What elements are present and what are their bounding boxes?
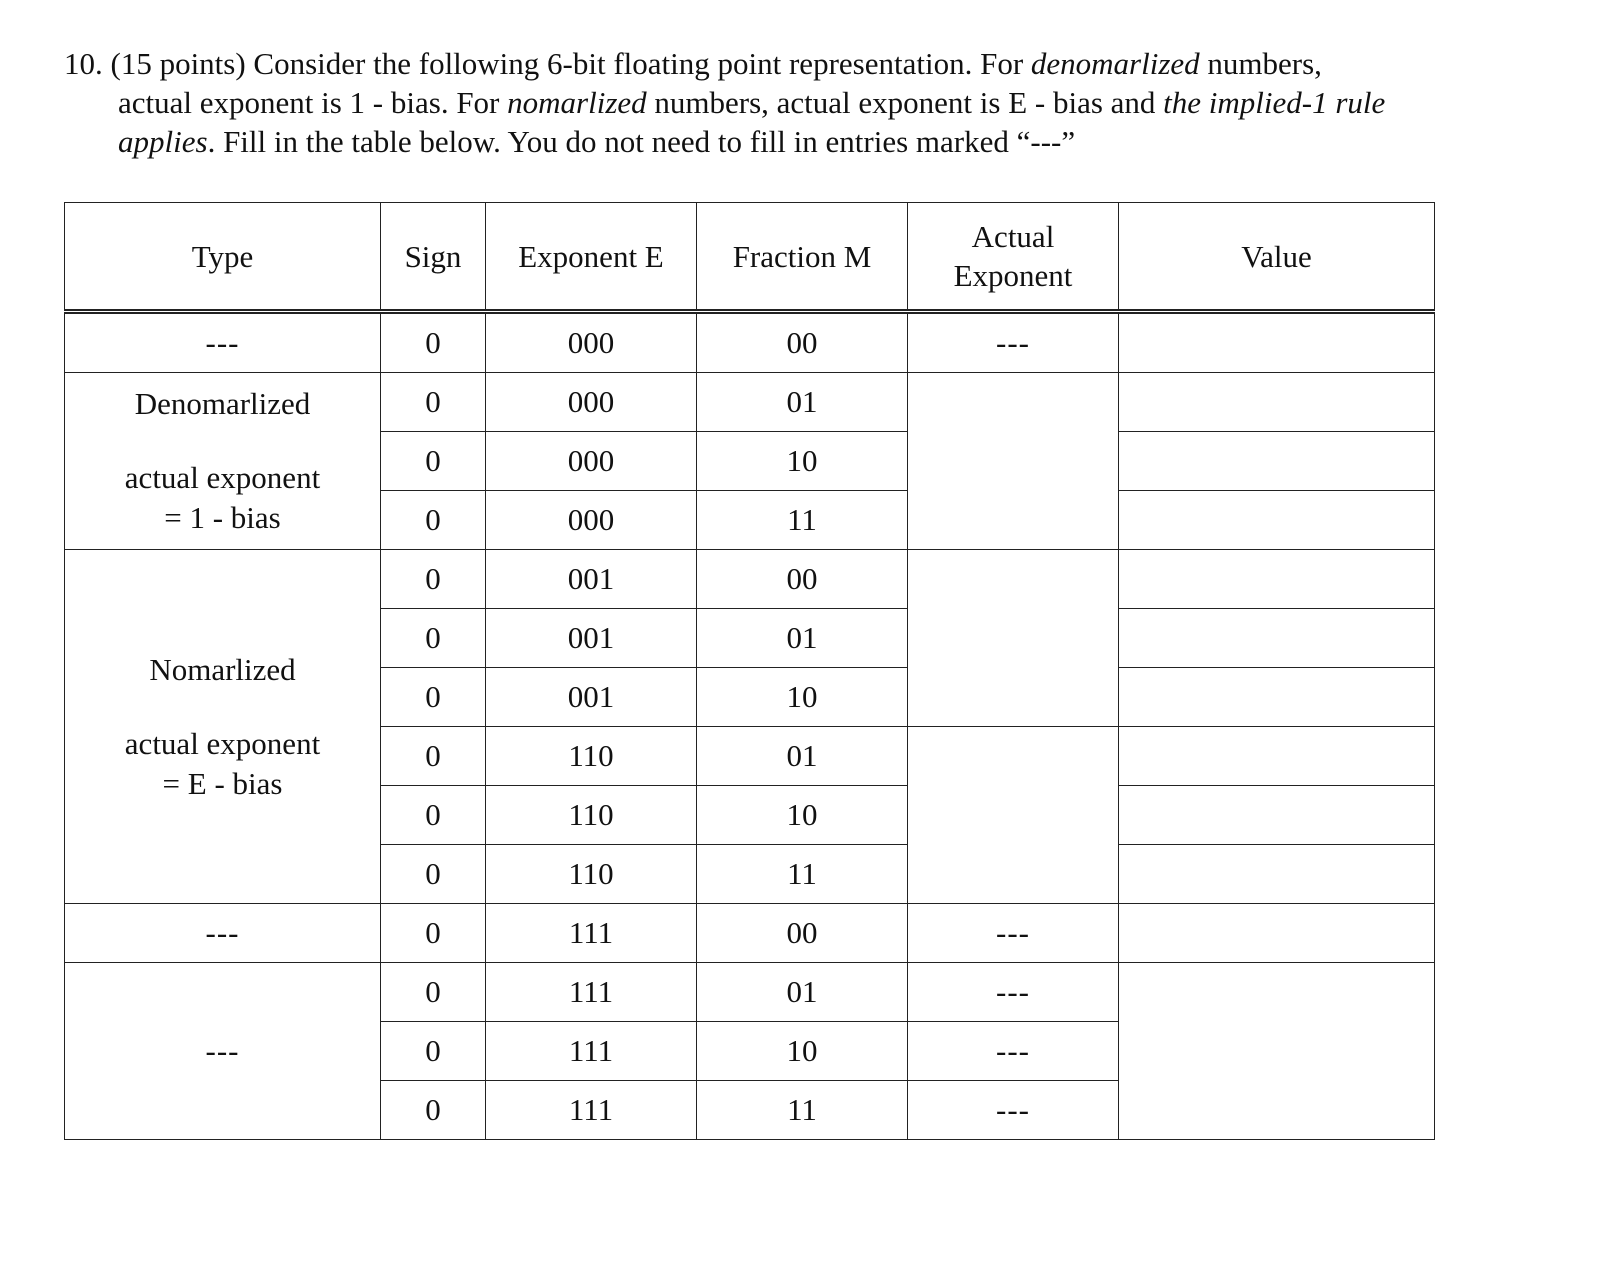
table-row [65, 550, 1435, 609]
fraction-cell: 00 [697, 904, 908, 963]
sign-cell: 0 [381, 550, 486, 609]
fraction-cell: 11 [697, 1081, 908, 1140]
question-text-part: numbers, actual exponent is E - bias and [646, 85, 1164, 120]
type-nan: --- [65, 963, 381, 1140]
question-line-3 [64, 122, 1564, 161]
actual-exponent-cell: --- [908, 963, 1119, 1022]
actual-exponent-cell: --- [908, 1081, 1119, 1140]
type-normalized-rule-2: = E - bias [162, 765, 283, 801]
question-text-part: actual exponent is 1 - bias. For [118, 85, 508, 120]
sign-cell: 0 [381, 963, 486, 1022]
fraction-cell: 01 [697, 609, 908, 668]
floating-point-table [64, 202, 1435, 1140]
value-cell[interactable] [1119, 845, 1435, 904]
type-denormalized-rule-1: actual exponent [124, 460, 321, 495]
type-denormalized-rule-2: = 1 - bias [164, 500, 281, 535]
fraction-cell: 10 [697, 1022, 908, 1081]
exponent-cell: 111 [486, 904, 697, 963]
exponent-cell: 111 [486, 963, 697, 1022]
fraction-cell: 10 [697, 432, 908, 491]
value-cell[interactable] [1119, 312, 1435, 373]
question-emphasis: nomarlized [507, 85, 647, 120]
exponent-cell: 000 [486, 491, 697, 550]
type-normalized-name: Nomarlized [149, 651, 296, 687]
sign-cell: 0 [381, 904, 486, 963]
actual-exponent-cell[interactable] [908, 727, 1119, 904]
exponent-cell: 001 [486, 668, 697, 727]
value-cell[interactable] [1119, 786, 1435, 845]
value-cell[interactable] [1119, 373, 1435, 432]
value-cell[interactable] [1119, 550, 1435, 609]
question-text-part: . Fill in the table below. You do not need to fill in entries marked “---” [207, 124, 1076, 159]
value-cell[interactable] [1119, 609, 1435, 668]
question-number: 10. [64, 46, 103, 81]
actual-exponent-cell[interactable] [908, 373, 1119, 550]
question-emphasis: denomarlized [1030, 46, 1200, 81]
value-cell[interactable] [1119, 432, 1435, 491]
question-text-part: (15 points) Consider the following 6-bit floating point representation. For [102, 46, 1031, 81]
question-text-part: numbers, [1199, 46, 1322, 81]
sign-cell: 0 [381, 1022, 486, 1081]
table-row [65, 312, 1435, 373]
header-actual-line-2: Exponent [953, 258, 1073, 293]
exponent-cell: 111 [486, 1081, 697, 1140]
type-infinity: --- [65, 904, 381, 963]
fraction-cell: 00 [697, 550, 908, 609]
header-value: Value [1119, 203, 1435, 312]
sign-cell: 0 [381, 491, 486, 550]
exponent-cell: 000 [486, 432, 697, 491]
fraction-cell: 11 [697, 845, 908, 904]
table-row [65, 904, 1435, 963]
type-denormalized [65, 373, 381, 550]
actual-exponent-cell: --- [908, 904, 1119, 963]
actual-exponent-cell[interactable] [908, 550, 1119, 727]
exponent-cell: 111 [486, 1022, 697, 1081]
fraction-cell: 10 [697, 668, 908, 727]
fraction-cell: 01 [697, 963, 908, 1022]
exponent-cell: 000 [486, 312, 697, 373]
table-row [65, 963, 1435, 1022]
type-normalized-rule-1: actual exponent [124, 725, 321, 761]
header-sign: Sign [381, 203, 486, 312]
sign-cell: 0 [381, 609, 486, 668]
exponent-cell: 000 [486, 373, 697, 432]
exponent-cell: 110 [486, 727, 697, 786]
exponent-cell: 001 [486, 609, 697, 668]
actual-exponent-cell: --- [908, 312, 1119, 373]
sign-cell: 0 [381, 668, 486, 727]
sign-cell: 0 [381, 845, 486, 904]
fraction-cell: 11 [697, 491, 908, 550]
header-type: Type [65, 203, 381, 312]
value-cell[interactable] [1119, 491, 1435, 550]
header-fraction: Fraction M [697, 203, 908, 312]
table-header-row [65, 203, 1435, 312]
value-cell[interactable] [1119, 963, 1435, 1140]
fraction-cell: 10 [697, 786, 908, 845]
exponent-cell: 110 [486, 845, 697, 904]
table-row [65, 373, 1435, 432]
type-zero: --- [65, 312, 381, 373]
exponent-cell: 001 [486, 550, 697, 609]
value-cell[interactable] [1119, 904, 1435, 963]
question-line-2 [64, 83, 1564, 122]
sign-cell: 0 [381, 786, 486, 845]
header-actual-exponent [908, 203, 1119, 312]
header-actual-line-1: Actual [971, 219, 1055, 254]
sign-cell: 0 [381, 373, 486, 432]
value-cell[interactable] [1119, 668, 1435, 727]
question-text [64, 44, 1564, 161]
exponent-cell: 110 [486, 786, 697, 845]
sign-cell: 0 [381, 1081, 486, 1140]
fraction-cell: 01 [697, 373, 908, 432]
fraction-cell: 00 [697, 312, 908, 373]
header-exponent: Exponent E [486, 203, 697, 312]
type-denormalized-name: Denomarlized [134, 386, 311, 421]
question-line-1 [64, 44, 1564, 83]
actual-exponent-cell: --- [908, 1022, 1119, 1081]
sign-cell: 0 [381, 432, 486, 491]
value-cell[interactable] [1119, 727, 1435, 786]
type-normalized [65, 550, 381, 904]
question-emphasis: the implied-1 rule [1163, 85, 1386, 120]
fraction-cell: 01 [697, 727, 908, 786]
question-emphasis: applies [118, 124, 208, 159]
sign-cell: 0 [381, 312, 486, 373]
sign-cell: 0 [381, 727, 486, 786]
